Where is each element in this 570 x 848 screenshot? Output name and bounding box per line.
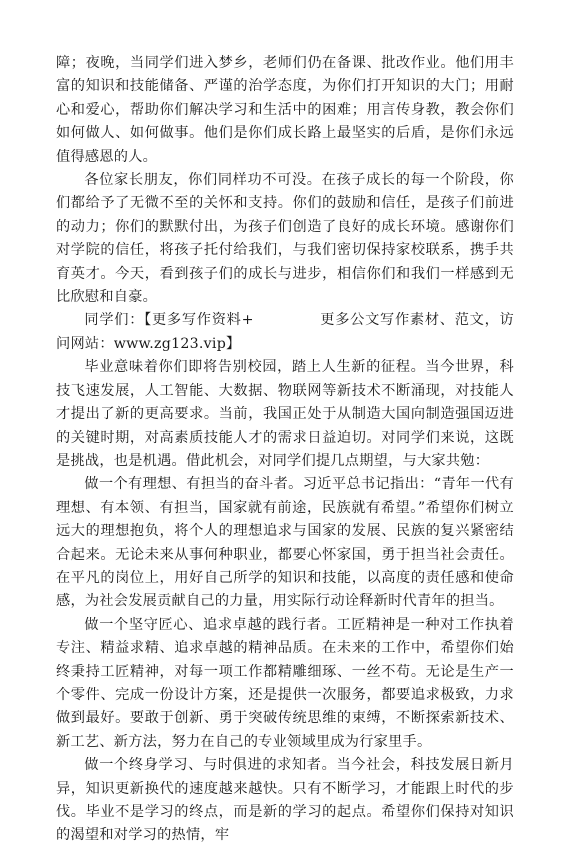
- paragraph-expectation-one: 做一个有理想、有担当的奋斗者。习近平总书记指出：“青年一代有理想、有本领、有担当，国家就有前途，民族就有希望。”希望你们树立远大的理想抱负，将个人的理想追求与国家的发展、民族的复兴紧密结合起来。无论未来从事何种职业，都要心怀家国，勇于担当社会责任。在平凡的岗位上，用好自己所学的知识和技能，以高度的责任感和使命感，为社会发展贡献自己的力量，用实际行动诠释新时代青年的担当。: [56, 476, 514, 610]
- paragraph-teachers-thanks: 障；夜晚，当同学们进入梦乡，老师们仍在备课、批改作业。他们用丰富的知识和技能储备、严谨的治学态度，为你们打开知识的大门；用耐心和爱心，帮助你们解决学习和生活中的困难；用言传身教，教会你们如何做人、如何做事。他们是你们成长路上最坚实的后盾，是你们永远值得感恩的人。: [56, 55, 514, 165]
- paragraph-graduation-intro: 毕业意味着你们即将告别校园，踏上人生新的征程。当今世界，科技飞速发展，人工智能、大数据、物联网等新技术不断涌现，对技能人才提出了新的更高要求。当前，我国正处于从制造大国向制造强国迈进的关键时期，对高素质技能人才的需求日益迫切。对同学们来说，这既是挑战，也是机遇。借此机会，对同学们提几点期望，与大家共勉：: [56, 359, 514, 469]
- greeting-line: [56, 309, 514, 356]
- paragraph-parents-thanks: 各位家长朋友，你们同样功不可没。在孩子成长的每一个阶段，你们都给予了无微不至的关怀和支持。你们的鼓励和信任，是孩子们前进的动力；你们的默默付出，为孩子们创造了良好的成长环境。感谢你们对学院的信任，将孩子托付给我们，与我们密切保持家校联系，携手共育英才。今天，看到孩子们的成长与进步，相信你们和我们一样感到无比欣慰和自豪。: [56, 172, 514, 306]
- greeting-lead: 同学们：【更多写作资料+: [84, 312, 254, 329]
- document-page: [56, 52, 514, 848]
- greeting-source-note: 更多公文写作素材、范文，访问网站：www.zg123.vip】: [56, 312, 514, 352]
- paragraph-expectation-three: 做一个终身学习、与时俱进的求知者。当今社会，科技发展日新月异，知识更新换代的速度越来越快。只有不断学习，才能跟上时代的步伐。毕业不是学习的终点，而是新的学习的起点。希望你们保持对知识的渴望和对学习的热情，牢: [56, 757, 514, 844]
- paragraph-expectation-two: 做一个坚守匠心、追求卓越的践行者。工匠精神是一种对工作执着专注、精益求精、追求卓越的精神品质。在未来的工作中，希望你们始终秉持工匠精神，对每一项工作都精雕细琢、一丝不苟。无论是生产一个零件、完成一份设计方案，还是提供一次服务，都要追求极致，力求做到最好。要敢于创新、勇于突破传统思维的束缚，不断探索新技术、新工艺、新方法，努力在自己的专业领域里成为行家里手。: [56, 616, 514, 750]
